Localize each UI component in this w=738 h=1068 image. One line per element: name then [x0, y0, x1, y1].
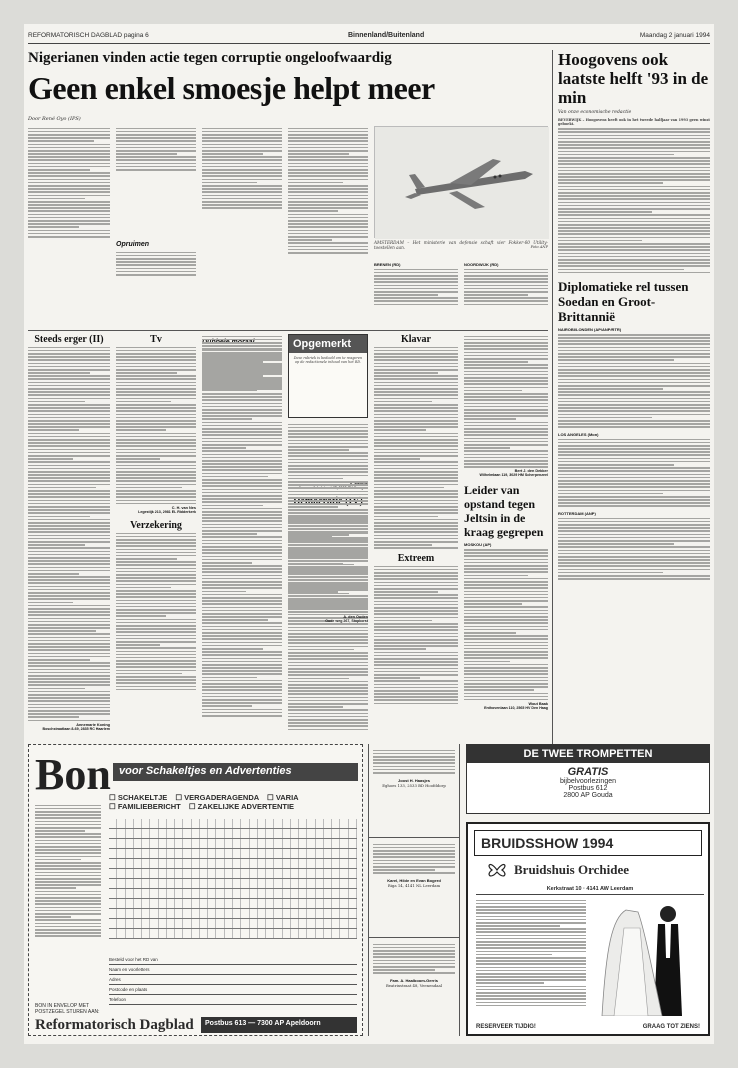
main-lead-column: [28, 126, 110, 326]
photo-credit: Foto ANP: [530, 245, 548, 249]
bruidsshow-cta-left: RESERVEER TIJDIG!: [476, 1024, 536, 1030]
democratie-addr: Oude weg 267, Stapkorst: [325, 618, 368, 623]
newspaper-page: [24, 24, 714, 1044]
leider-headline: Leider van opstand tegen Jeltsin in de kraag gegrepen: [464, 483, 544, 540]
airplane-image: [375, 127, 549, 239]
opgemerkt-letters: [288, 422, 368, 623]
hoogovens-kicker: Van onze economische redactie: [558, 110, 632, 115]
hoogovens-headline: Hoogovens ook laatste helft '93 in de min: [558, 50, 709, 107]
main-byline: Door René Oyo (IPS): [28, 116, 81, 122]
orchid-icon: [484, 858, 510, 886]
bride-groom-image: [592, 898, 704, 1016]
rotterdam-dateline: ROTTERDAM (ANP): [558, 511, 596, 517]
family-2-name: Karel, Hilde en Evan Bogerd: [387, 877, 441, 883]
tv-headline: Tv: [150, 334, 162, 345]
main-headline: Geen enkel smoesje helpt meer: [28, 70, 435, 106]
klavar-addr: Wilhelmlaan 119, 3029 HM Scherpenzeel: [479, 473, 548, 478]
extreem-sign: Wout Baak: [528, 702, 548, 707]
bruidsshow-cta-right: GRAAG TOT ZIENS!: [642, 1024, 700, 1030]
trompetten-line2: Postbus 612: [568, 785, 608, 792]
hoogovens-article: [558, 50, 710, 581]
bon-coupon: [28, 744, 363, 1036]
trompetten-title: DE TWEE TROMPETTEN: [467, 745, 709, 763]
bon-footer-address: Postbus 613 — 7300 AP Apeldoorn: [201, 1017, 357, 1033]
brief-brenen-dateline: BRENEN (RD): [374, 262, 401, 267]
bruidsshow-address: Kerkstraat 10 · 4141 AW Leerdam: [476, 886, 704, 895]
main-column-3: [202, 126, 282, 326]
checkbox-vergaderagenda[interactable]: ☐ VERGADERAGENDA: [175, 793, 259, 802]
bon-checkboxes: [109, 793, 357, 811]
verzekering-headline: Verzekering: [130, 519, 182, 531]
family-3-addr: Beatrixstraat 48, Veenendaal: [386, 982, 442, 988]
letter-klavar: [374, 334, 458, 706]
opgemerkt-text: Deze rubriek is bedoeld om te reageren op de redactionele inhoud van het RD.: [293, 356, 363, 365]
header-section: Binnenland/Buitenland: [348, 32, 425, 39]
steeds-headline: Steeds erger (II): [34, 334, 104, 345]
klavar-headline: Klavar: [401, 334, 431, 345]
la-dateline: LOS ANGELES (Mon): [558, 431, 599, 437]
bon-field-name[interactable]: Naam en voorletters: [109, 965, 357, 975]
brief-brenen: [374, 262, 458, 307]
photo-caption: [374, 240, 548, 250]
bon-writing-grid[interactable]: [109, 819, 357, 949]
header-left: REFORMATORISCH DAGBLAD pagina 6: [28, 32, 149, 39]
opgemerkt-box: [288, 334, 368, 418]
bon-field-phone[interactable]: Telefoon: [109, 995, 357, 1005]
checkbox-zakelijke-advertentie[interactable]: ☐ ZAKELIJKE ADVERTENTIE: [188, 802, 295, 811]
header-date: Maandag 2 januari 1994: [639, 32, 710, 39]
tv-addr: Legestijk 213, 2981 EL Ridderkerk: [138, 509, 196, 514]
family-2-addr: Riga 14, 4141 NL Leerdam: [387, 882, 441, 888]
family-notice-2: [369, 838, 459, 938]
checkbox-schakeltje[interactable]: ☐ SCHAKELTJE: [109, 793, 168, 802]
subhead-opruimen: Opruimen: [116, 240, 150, 248]
family-1-addr: Eghoes 133, 2533 BD Hoofddorp: [382, 782, 446, 788]
extreem-headline: Extreem: [397, 553, 435, 564]
brief-noordwijk: [464, 262, 548, 307]
family-1-name: Joost H. Haasjes: [397, 777, 430, 783]
bon-logo: Bon: [35, 750, 111, 799]
checkbox-familiebericht[interactable]: ☐ FAMILIEBERICHT: [109, 802, 181, 811]
bon-field-postcode[interactable]: Postcode en plaats: [109, 985, 357, 995]
diplomatie-headline: Diplomatieke rel tussen Soedan en Groot-Brittannië: [558, 279, 689, 325]
trompetten-sub: GRATIS: [567, 766, 609, 778]
opgemerkt-title: Opgemerkt: [289, 335, 367, 353]
bon-footer-brand: Reformatorisch Dagblad: [35, 1017, 194, 1033]
leider-dateline: MOSKOU (AP): [464, 542, 492, 548]
letter-steeds-erger: [28, 334, 110, 731]
bon-banner: voor Schakeltjes en Advertenties: [113, 763, 358, 781]
klavar-sign: Bert J. den Dekker: [514, 469, 548, 474]
bon-field-address[interactable]: Adres: [109, 975, 357, 985]
letter-column-klavar-2: [464, 334, 548, 710]
checkbox-varia[interactable]: ☐ VARIA: [267, 793, 299, 802]
fokker-photo: [374, 126, 548, 238]
brief-noordwijk-dateline: NOORDWIJK (RD): [464, 262, 499, 267]
main-column-2: [116, 126, 196, 326]
main-column-4: [288, 126, 368, 326]
bon-footer-left: BON IN ENVELOP MET POSTZEGEL STUREN AAN:: [35, 1003, 100, 1015]
tv-sign: C. H. van Nes: [171, 505, 196, 510]
bon-fields: [109, 955, 357, 1005]
family-notice-1: [369, 744, 459, 838]
family-3-name: Fam. A. Haalboom-Gerris: [390, 977, 438, 983]
steeds-sign: Annemarie Koning: [76, 722, 110, 727]
bruidsshow-ad: [466, 822, 710, 1036]
family-notices: [368, 744, 460, 1036]
bon-field-date[interactable]: Besteld voor het RD van: [109, 955, 357, 965]
trompetten-line1: bijbelvoorlezingen: [559, 778, 617, 785]
letter-tv: [116, 334, 196, 692]
diplomatie-dateline: NAIROBI/LONDEN (AP/ANP/RTR): [558, 327, 622, 333]
steeds-addr: Boschstraatlaan 8-69, 2835 RC Haarlem: [42, 726, 110, 731]
bruidsshow-title: BRUIDSSHOW 1994: [474, 830, 702, 856]
democratie-sign: A. den Ouden: [343, 614, 368, 619]
photo-caption-text: AMSTERDAM – Het ministerie van defensie schaft vier Fokker-60 Utility-toestellen aan.: [374, 240, 548, 250]
main-kicker: Nigerianen vinden actie tegen corruptie ongeloofwaardig: [28, 50, 392, 66]
bruidsshow-brand: Bruidshuis Orchidee: [514, 862, 629, 877]
hoogovens-lead: BEVERWIJK – Hoogovens heeft ook in het tweede halfjaar van 1993 geen winst geboekt.: [558, 118, 710, 127]
family-notice-3: [369, 938, 459, 992]
trompetten-line3: 2800 AP Gouda: [563, 792, 613, 799]
page-header: [28, 30, 710, 44]
extreem-addr: Enthovenlaan 110, 2565 HV Den Haag: [484, 706, 548, 711]
trompetten-ad: [466, 744, 710, 814]
